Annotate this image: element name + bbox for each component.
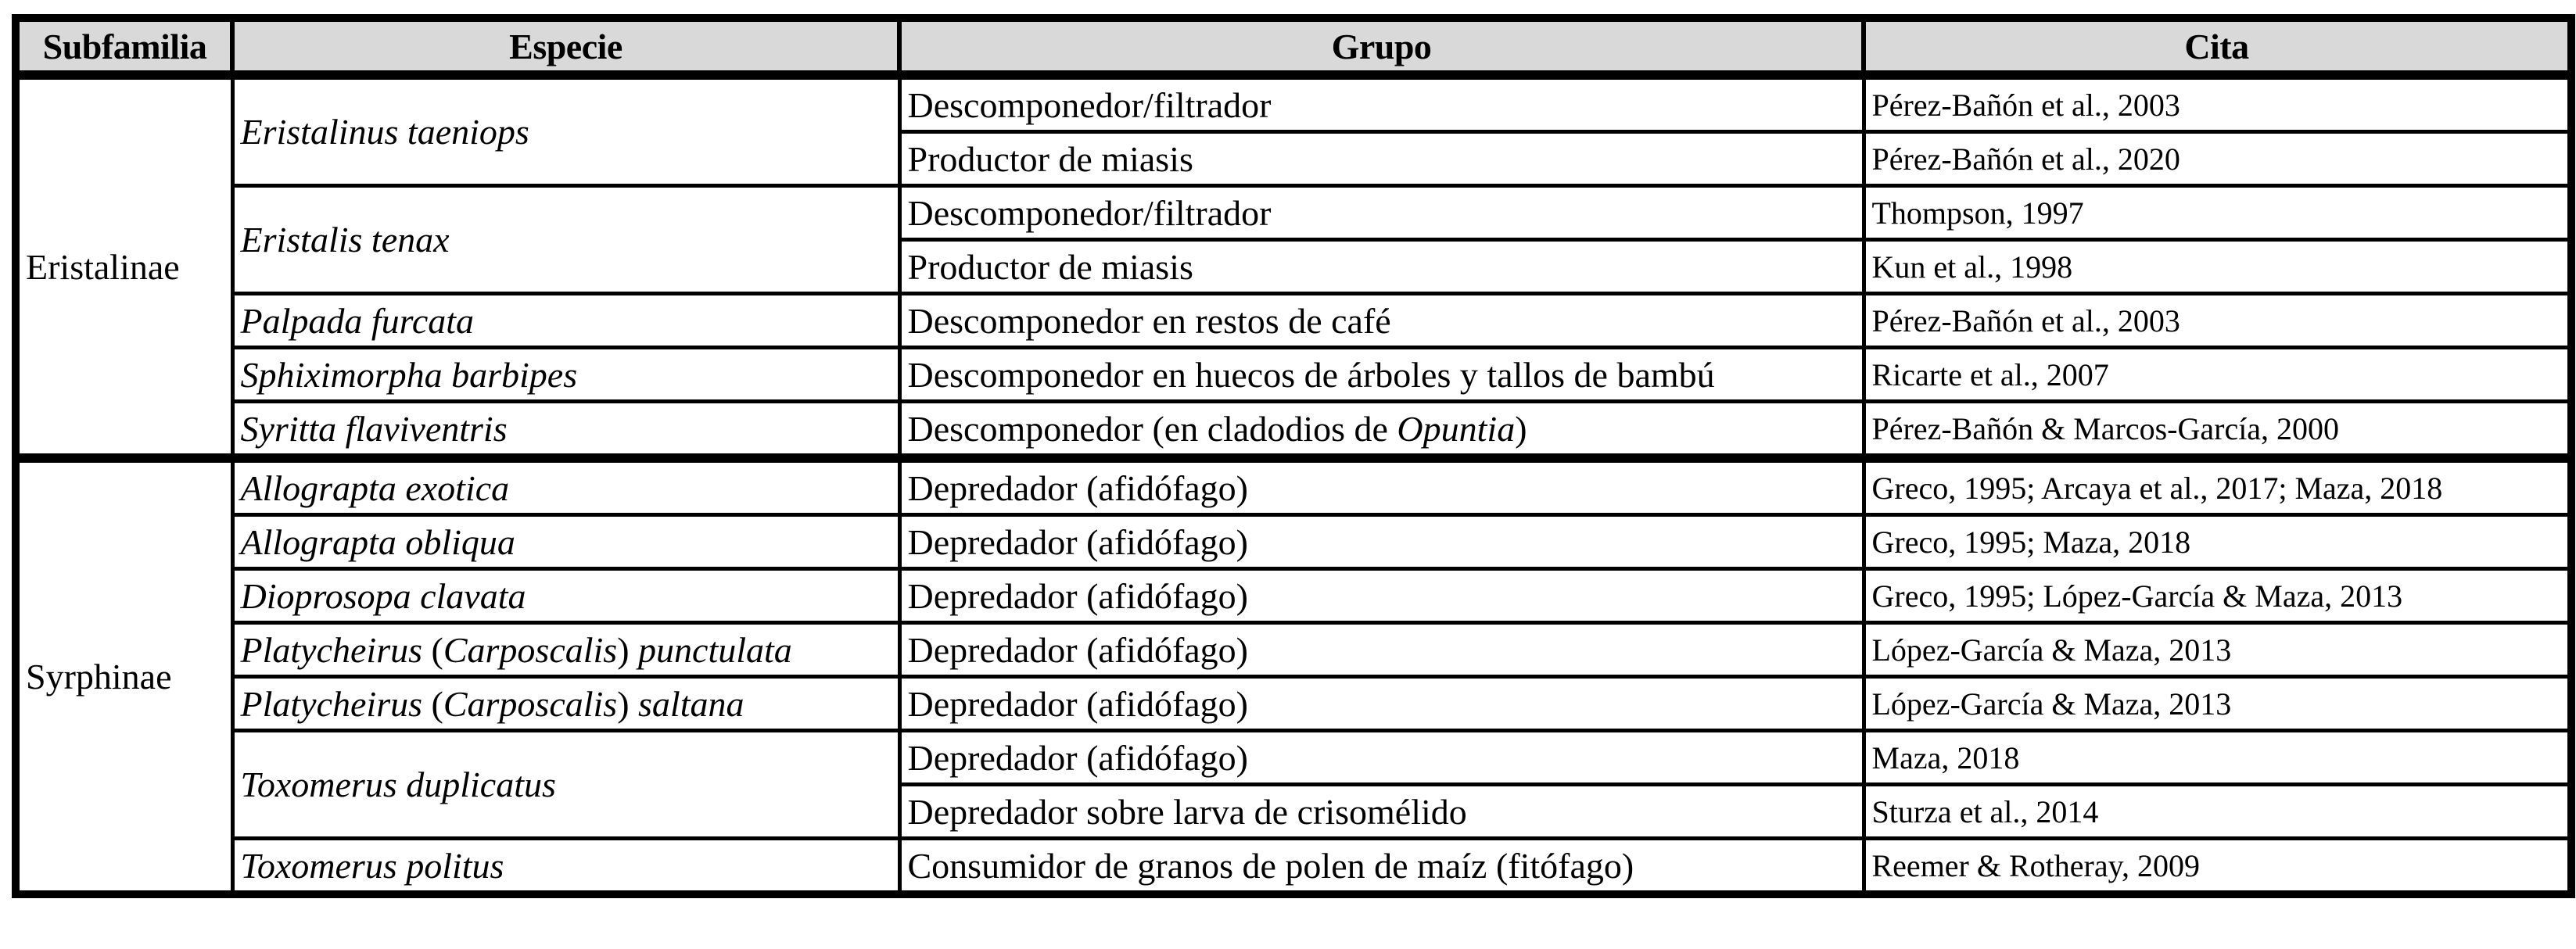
grupo-cell <box>899 402 1864 459</box>
grupo-cell: Depredador (afidófago) <box>899 677 1864 731</box>
table-row <box>16 348 2571 402</box>
especie-cell <box>232 75 899 186</box>
especie-cell <box>232 348 899 402</box>
especie-name-part: ( <box>422 629 443 670</box>
table-row <box>16 402 2571 459</box>
especie-cell <box>232 623 899 677</box>
especie-name-part: Eristalinus taeniops <box>240 112 529 152</box>
especie-name-part: ( <box>422 683 443 724</box>
grupo-text-part: ) <box>1515 408 1527 449</box>
header-cita: Cita <box>1864 18 2571 75</box>
especie-cell <box>232 677 899 731</box>
subfamilia-cell: Syrphinae <box>16 458 232 894</box>
cita-cell: Greco, 1995; Arcaya et al., 2017; Maza, 2018 <box>1864 458 2571 515</box>
header-grupo: Grupo <box>899 18 1864 75</box>
especie-name-part: punctulata <box>638 629 792 670</box>
especie-name-part: Carposcalis <box>443 629 618 670</box>
cita-cell: Pérez-Bañón et al., 2003 <box>1864 75 2571 132</box>
table-row <box>16 515 2571 569</box>
table-row <box>16 75 2571 132</box>
grupo-cell: Depredador (afidófago) <box>899 515 1864 569</box>
grupo-text-part: Descomponedor (en cladodios de <box>907 408 1397 449</box>
especie-name-part: Palpada furcata <box>240 300 475 341</box>
especie-name-part: Toxomerus duplicatus <box>240 765 556 804</box>
cita-cell: Sturza et al., 2014 <box>1864 785 2571 839</box>
table-row <box>16 623 2571 677</box>
table-header <box>16 18 2571 75</box>
especie-name-part: Toxomerus politus <box>240 845 504 886</box>
especie-name-part: Platycheirus <box>240 683 422 724</box>
especie-name-part: Allograpta exotica <box>240 467 510 508</box>
header-especie: Especie <box>232 18 899 75</box>
grupo-cell: Descomponedor en huecos de árboles y tallos de bambú <box>899 348 1864 402</box>
cita-cell: Ricarte et al., 2007 <box>1864 348 2571 402</box>
table-row <box>16 186 2571 240</box>
especie-name-part: Dioprosopa clavata <box>240 575 526 616</box>
especie-cell <box>232 458 899 515</box>
cita-cell: López-García & Maza, 2013 <box>1864 677 2571 731</box>
especie-name-part: saltana <box>638 683 744 724</box>
especie-name-part: ) <box>617 629 639 670</box>
especie-name-part: Sphiximorpha barbipes <box>240 354 578 395</box>
header-subfamilia: Subfamilia <box>16 18 232 75</box>
syrphidae-table <box>12 14 2575 898</box>
especie-name-part: Allograpta obliqua <box>240 521 515 562</box>
cita-cell: López-García & Maza, 2013 <box>1864 623 2571 677</box>
table-row <box>16 839 2571 895</box>
especie-cell <box>232 569 899 623</box>
table-row <box>16 294 2571 348</box>
table-row <box>16 458 2571 515</box>
grupo-cell: Productor de miasis <box>899 240 1864 294</box>
cita-cell: Greco, 1995; Maza, 2018 <box>1864 515 2571 569</box>
grupo-cell: Depredador (afidófago) <box>899 731 1864 785</box>
especie-name-part: Syritta flaviventris <box>240 408 508 449</box>
especie-cell <box>232 186 899 294</box>
table-row <box>16 731 2571 785</box>
grupo-cell: Consumidor de granos de polen de maíz (fitófago) <box>899 839 1864 895</box>
cita-cell: Pérez-Bañón & Marcos-García, 2000 <box>1864 402 2571 459</box>
grupo-text-part: Opuntia <box>1397 408 1516 449</box>
grupo-cell: Descomponedor/filtrador <box>899 186 1864 240</box>
especie-name-part: Carposcalis <box>443 683 618 724</box>
cita-cell: Pérez-Bañón et al., 2020 <box>1864 132 2571 186</box>
cita-cell: Greco, 1995; López-García & Maza, 2013 <box>1864 569 2571 623</box>
grupo-cell: Productor de miasis <box>899 132 1864 186</box>
cita-cell: Pérez-Bañón et al., 2003 <box>1864 294 2571 348</box>
especie-cell <box>232 402 899 459</box>
especie-name-part: Eristalis tenax <box>240 220 450 260</box>
especie-cell <box>232 294 899 348</box>
subfamilia-cell: Eristalinae <box>16 75 232 458</box>
grupo-cell: Depredador (afidófago) <box>899 623 1864 677</box>
grupo-cell: Descomponedor/filtrador <box>899 75 1864 132</box>
table-row <box>16 569 2571 623</box>
cita-cell: Reemer & Rotheray, 2009 <box>1864 839 2571 895</box>
table-body <box>16 75 2571 894</box>
especie-cell <box>232 839 899 895</box>
header-row <box>16 18 2571 75</box>
grupo-cell: Depredador sobre larva de crisomélido <box>899 785 1864 839</box>
especie-cell <box>232 731 899 839</box>
grupo-cell: Depredador (afidófago) <box>899 458 1864 515</box>
especie-cell <box>232 515 899 569</box>
table-row <box>16 677 2571 731</box>
grupo-cell: Depredador (afidófago) <box>899 569 1864 623</box>
grupo-cell: Descomponedor en restos de café <box>899 294 1864 348</box>
cita-cell: Maza, 2018 <box>1864 731 2571 785</box>
cita-cell: Thompson, 1997 <box>1864 186 2571 240</box>
especie-name-part: Platycheirus <box>240 629 422 670</box>
especie-name-part: ) <box>617 683 639 724</box>
cita-cell: Kun et al., 1998 <box>1864 240 2571 294</box>
